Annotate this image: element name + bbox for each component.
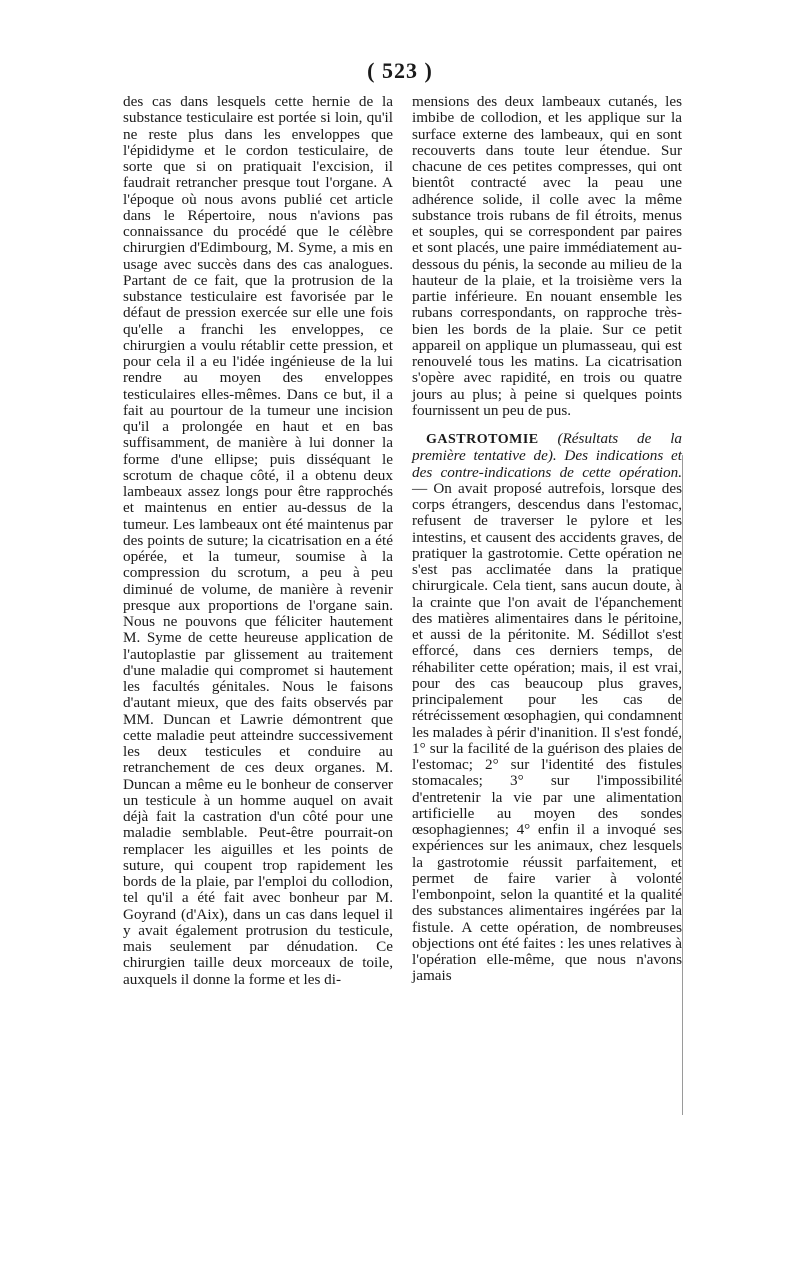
left-column	[123, 94, 393, 988]
section-heading: GASTROTOMIE	[426, 432, 539, 447]
section-subtitle: (Résultats de la première tentative de). Des indications et des contre-indications de cette opération.	[412, 430, 683, 481]
right-column-paragraph-1: mensions des deux lambeaux cutanés, les imbibe de collodion, et les applique sur la surface externe des lambeaux, qui en sont recouverts dans toute leur étendue. Sur chacune de ces petites compresses, qui ont bientôt contracté avec la peau une adhérence solide, il colle avec la même substance trois rubans de fil étroits, menus et souples, qui se correspondent par paires et sont placés, une paire immédiatement au-dessous du pénis, la seconde au milieu de la hauteur de la plaie, et la troisième vers la partie inférieure. En nouant ensemble les rubans correspondants, on rapproche très-bien les bords de la plaie. Sur ce petit appareil on applique un plumasseau, qui est renouvelé tous les matins. La cicatrisation s'opère avec rapidité, en trois ou quatre jours au plus; à peine si quelques points fournissent un peu de pus.	[412, 93, 682, 419]
right-column	[412, 94, 682, 985]
gastrotomie-section	[412, 431, 682, 985]
page-number: ( 523 )	[367, 58, 433, 83]
left-column-text: des cas dans lesquels cette hernie de la substance testiculaire est portée si loin, qu'il ne reste plus dans les enveloppes que l'épididyme et le cordon testiculaire, de sorte que si on pratiquait l'excision, il faudrait retrancher presque tout l'organe. A l'époque où nous avons publié cet article dans le Répertoire, nous n'avions pas connaissance du procédé que le célèbre chirurgien d'Edimbourg, M. Syme, a mis en usage avec succès dans des cas analogues. Partant de ce fait, que la protrusion de la substance testiculaire est favorisée par le défaut de pression exercée sur elle une fois qu'elle a franchi les enveloppes, ce chirurgien a voulu rétablir cette pression, et pour cela il a eu l'idée ingénieuse de la lui rendre au moyen des enveloppes testiculaires elles-mêmes. Dans ce but, il a fait au pourtour de la tumeur une incision qu'il a prolongée en haut et en bas suffisamment, de manière à lui donner la forme d'une ellipse; puis disséquant le scrotum de chaque côté, il a obtenu deux lambeaux assez longs pour être rapprochés et maintenus en entier au-dessus de la tumeur. Les lambeaux ont été maintenus par des points de suture; la cicatrisation en a été opérée, et la tumeur, soumise à la compression du scrotum, a peu à peu diminué de volume, de manière à revenir presque aux proportions de l'organe sain. Nous ne pouvons que féliciter hautement M. Syme de cette heureuse application de l'autoplastie par glissement au traitement d'une maladie qui compromet si hautement les facultés génitales. Nous le faisons d'autant mieux, que des faits observés par MM. Duncan et Lawrie démontrent que cette maladie peut atteindre successivement les deux testicules et conduire au retranchement de ces deux organes. M. Duncan a même eu le bonheur de conserver un testicule à un homme auquel on avait déjà fait la castration d'un côté pour une maladie semblable. Peut-être pourrait-on remplacer les aiguilles et les points de suture, qui coupent trop rapidement les bords de la plaie, par l'emploi du collodion, tel qu'il a été fait avec bonheur par M. Goyrand (d'Aix), dans un cas dans lequel il y avait également protrusion du testicule, mais seulement par dénudation. Ce chirurgien taille deux morceaux de toile, auxquels il donne la forme et les di-	[123, 93, 393, 988]
column-edge-line	[682, 455, 683, 1115]
right-column-paragraph-2: — On avait proposé autrefois, lorsque des corps étrangers, descendus dans l'estomac, refusent de traverser le pylore et les intestins, et causent des accidents graves, de pratiquer la gastrotomie. Cette opération ne s'est pas acclimatée dans la pratique chirurgicale. Cela tient, sans aucun doute, à la crainte que l'on avait de l'épanchement des matières alimentaires dans le péritoine, et aussi de la péritonite. M. Sédillot s'est efforcé, dans ces derniers temps, de réhabiliter cette opération; mais, il est vrai, pour des cas beaucoup plus graves, principalement pour les cas de rétrécissement œsophagien, qui condamnent les malades à périr d'inanition. Il s'est fondé, 1° sur la facilité de la guérison des plaies de l'estomac; 2° sur l'identité des fistules stomacales; 3° sur l'impossibilité d'entretenir la vie par une alimentation artificielle au moyen des sondes œsophagiennes; 4° enfin il a invoqué ses expériences sur les animaux, chez lesquels la gastrotomie réussit parfaitement, et permet de faire varier à volonté l'embonpoint, selon la quantité et la qualité des substances alimentaires ingérées par la fistule. A cette opération, de nombreuses objections ont été faites : les unes relatives à l'opération elle-même, que nous n'avons jamais	[412, 479, 682, 985]
